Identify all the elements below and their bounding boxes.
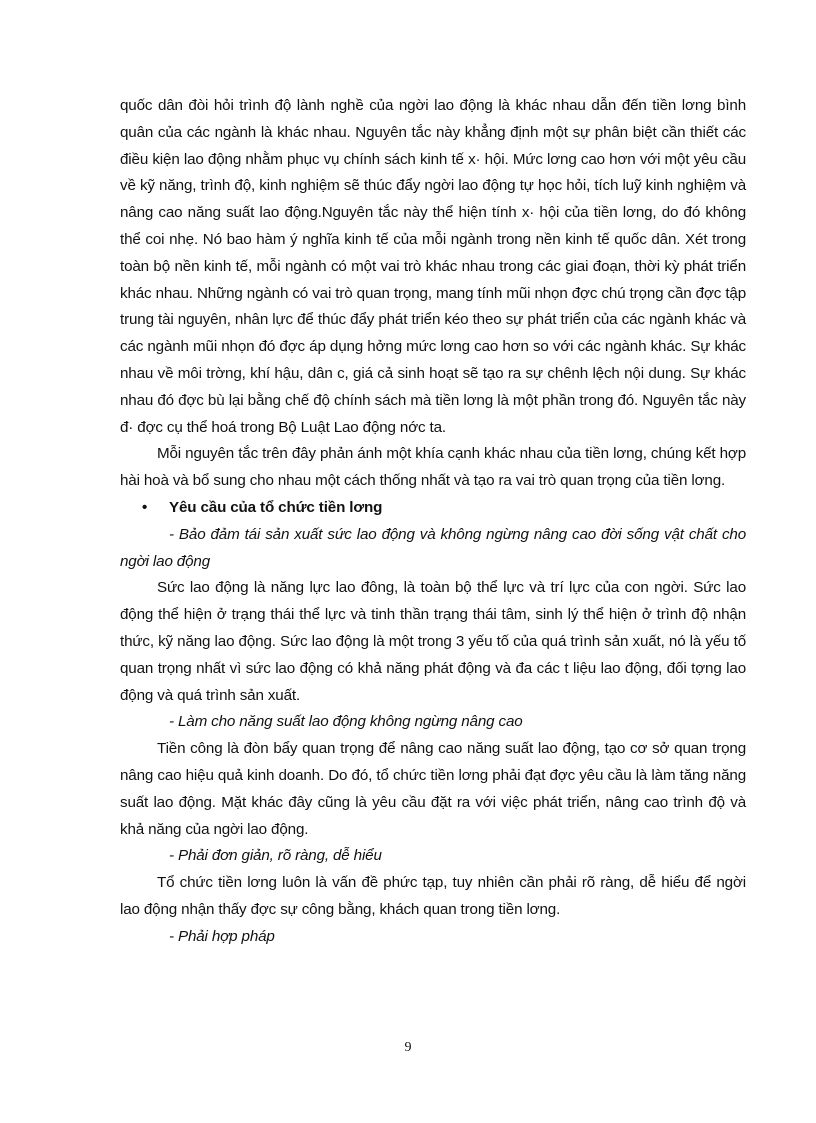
requirement-4-title: - Phải hợp pháp	[169, 927, 275, 945]
bullet-icon: •	[142, 498, 148, 516]
requirement-2-body: Tiền công là đòn bẩy quan trọng để nâng cao năng suất lao động, tạo cơ sở quan trọng nâng cao hiệu quả kinh doanh. Do đó, tổ chức tiền lơng phải đạt đợc yêu cầu là làm tăng năng suất lao động. Mặt khác đây cũng là yêu cầu đặt ra với việc phát triển, nâng cao trình độ và khả năng của ngời lao động.	[120, 740, 746, 838]
paragraph-principles-summary: Mỗi nguyên tắc trên đây phản ánh một khía cạnh khác nhau của tiền lơng, chúng kết hợp hài hoà và bổ sung cho nhau một cách thống nhất và tạo ra vai trò quan trọng của tiền lơng.	[120, 445, 746, 490]
page-content	[120, 93, 746, 951]
section-heading-text: Yêu cầu của tổ chức tiền lơng	[169, 498, 383, 516]
page-number: 9	[404, 1040, 412, 1055]
requirement-2-title: - Làm cho năng suất lao động không ngừng nâng cao	[169, 713, 523, 731]
section-heading-requirements	[120, 495, 746, 522]
requirement-3-body: Tổ chức tiền lơng luôn là vấn đề phức tạp, tuy nhiên cần phải rõ ràng, dễ hiểu để ngời lao động nhận thấy đợc sự công bằng, khách quan trong tiền lơng.	[120, 874, 746, 918]
paragraph-principle-continuation: quốc dân đòi hỏi trình độ lành nghề của ngời lao động là khác nhau dẫn đến tiền lơng bình quân của các ngành là khác nhau. Nguyên tắc này khẳng định một sự phân biệt cần thiết các điều kiện lao động nhằm phục vụ chính sách kinh tế x· hội. Mức lơng cao hơn với một yêu cầu về kỹ năng, trình độ, kinh nghiệm sẽ thúc đẩy ngời lao động tự học hỏi, tích luỹ kinh nghiệm và nâng cao năng suất lao động.Nguyên tắc này thể hiện tính x· hội của tiền lơng, do đó không thể coi nhẹ. Nó bao hàm ý nghĩa kinh tế của mỗi ngành trong nền kinh tế quốc dân. Xét trong toàn bộ nền kinh tế, mỗi ngành có một vai trò khác nhau trong các giai đoạn, thời kỳ phát triển khác nhau. Những ngành có vai trò quan trọng, mang tính mũi nhọn đợc chú trọng cần đợc tập trung tài nguyên, nhân lực để thúc đẩy phát triển kéo theo sự phát triển của các ngành khác và các ngành mũi nhọn đó đợc áp dụng hởng mức lơng cao hơn so với các ngành khác. Sự khác nhau về môi trờng, khí hậu, dân c, giá cả sinh hoạt sẽ tạo ra sự chênh lệch nội dung. Sự khác nhau đó đợc bù lại bằng chế độ chính sách mà tiền lơng là một phần trong đó. Nguyên tắc này đ· đợc cụ thể hoá trong Bộ Luật Lao động nớc ta.	[120, 97, 746, 436]
requirement-3-title: - Phải đơn giản, rõ ràng, dễ hiểu	[169, 847, 382, 865]
requirement-1-title: - Bảo đảm tái sản xuất sức lao động và không ngừng nâng cao đời sống vật chất cho ngời lao động	[120, 525, 746, 570]
requirement-1-body: Sức lao động là năng lực lao đông, là toàn bộ thể lực và trí lực của con ngời. Sức lao động thể hiện ở trạng thái thể lực và tinh thần trạng thái tâm, sinh lý thể hiện ở trình độ nhận thức, kỹ năng lao động. Sức lao động là một trong 3 yếu tố của quá trình sản xuất, nó là yếu tố quan trọng nhất vì sức lao động có khả năng phát động và đa các t liệu lao động, đối tợng lao động và quá trình sản xuất.	[120, 579, 746, 704]
